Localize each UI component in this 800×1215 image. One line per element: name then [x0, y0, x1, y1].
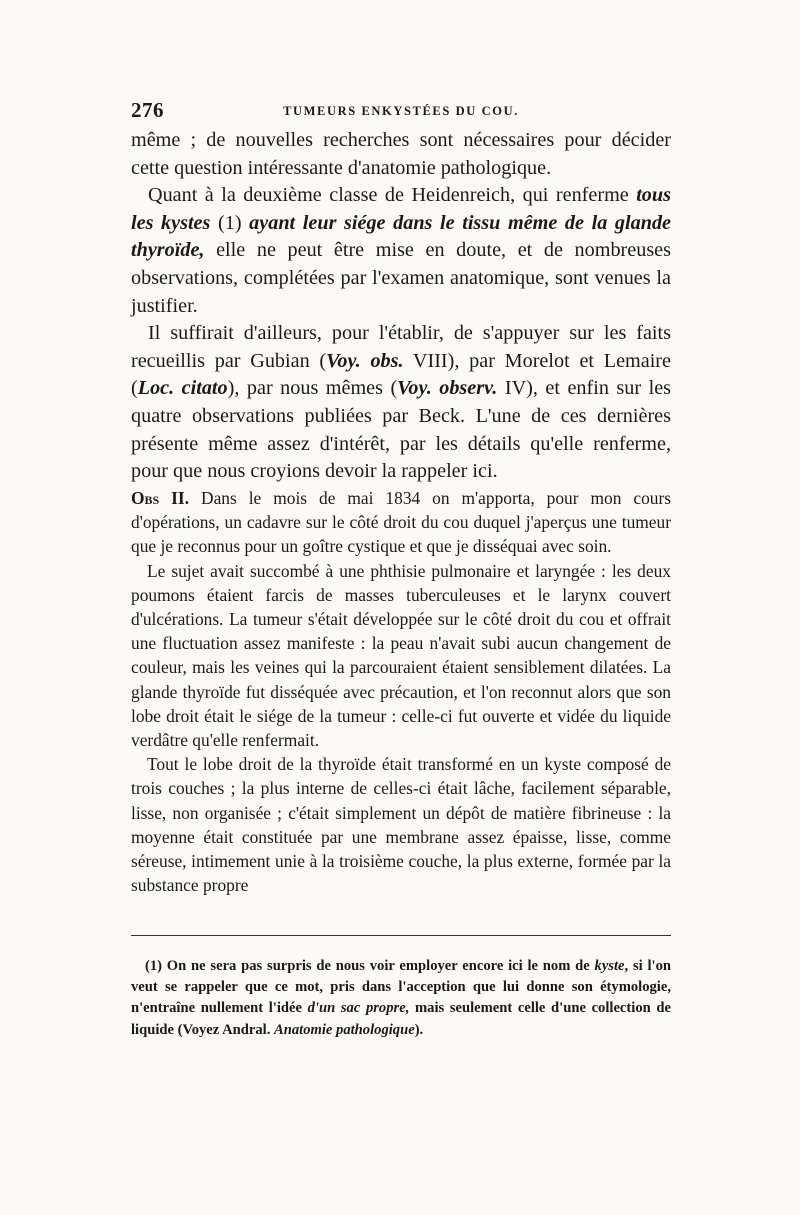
page-header — [131, 98, 671, 126]
observation-paragraph-1: Obs II. Dans le mois de mai 1834 on m'apporta, pour mon cours d'opérations, un cadavre sur le côté droit du cou duquel j'aperçus une tumeur que je reconnus pour un goître cystique et que je disséquai avec soin. — [131, 488, 672, 557]
running-title: TUMEURS ENKYSTÉES DU COU. — [283, 104, 519, 118]
observation-paragraph-3: Tout le lobe droit de la thyroïde était transformé en un kyste composé de trois couches ; la plus interne de celles-ci était lâche, facilement séparable, lisse, non organisée ; c'était simplement un dépôt de matière fibrineuse : la moyenne était constituée par une membrane assez épaisse, lisse, comme séreuse, intimement unie à la troisième couche, la plus externe, formée par la substance propre — [131, 754, 671, 896]
paragraph-2: Quant à la deuxième classe de Heidenreich, qui renferme tous les kystes (1) ayant leur siége dans le tissu même de la glande thyroïde, elle ne peut être mise en doute, et de nombreuses observations, complétées par l'examen anatomique, sont venues la justifier. — [131, 184, 671, 317]
main-text — [131, 127, 671, 486]
observation-paragraph-2: Le sujet avait succombé à une phthisie pulmonaire et laryngée : les deux poumons étaient farcis de masses tuberculeuses et le larynx couvert d'ulcérations. La tumeur s'était développée sur le côté droit du cou et offrait une fluctuation assez manifeste : la peau n'avait subi aucun changement de couleur, mais les veines qui la parcouraient étaient sensiblement dilatées. La glande thyroïde fut disséquée avec précaution, et l'on reconnut alors que son lobe droit était le siége de la tumeur : celle-ci fut ouverte et vidée du liquide verdâtre qu'elle renfermait. — [131, 560, 671, 751]
observation-block — [131, 486, 671, 897]
footnote-divider — [131, 935, 671, 936]
page-number: 276 — [131, 98, 164, 122]
footnote: (1) On ne sera pas surpris de nous voir employer encore ici le nom de kyste, si l'on veut se rappeler que ce mot, pris dans l'acception que lui donne son étymologie, n'entraîne nullement l'idée d'un sac propre, mais seulement celle d'une collection de liquide (Voyez Andral. Anatomie pathologique). — [131, 958, 671, 1038]
observation-label: Obs II. — [131, 488, 190, 508]
paragraph-3: Il suffirait d'ailleurs, pour l'établir, de s'appuyer sur les faits recueillis par Gubian (Voy. obs. VIII), par Morelot et Lemaire (Loc. citato), par nous mêmes (Voy. observ. IV), et enfin sur les quatre observations publiées par Beck. L'une de ces dernières présente même assez d'intérêt, par les détails qu'elle renferme, pour que nous croyions devoir la rappeler ici. — [131, 322, 672, 483]
paragraph-1: même ; de nouvelles recherches sont nécessaires pour décider cette question intéressante d'anatomie pathologique. — [131, 129, 671, 179]
